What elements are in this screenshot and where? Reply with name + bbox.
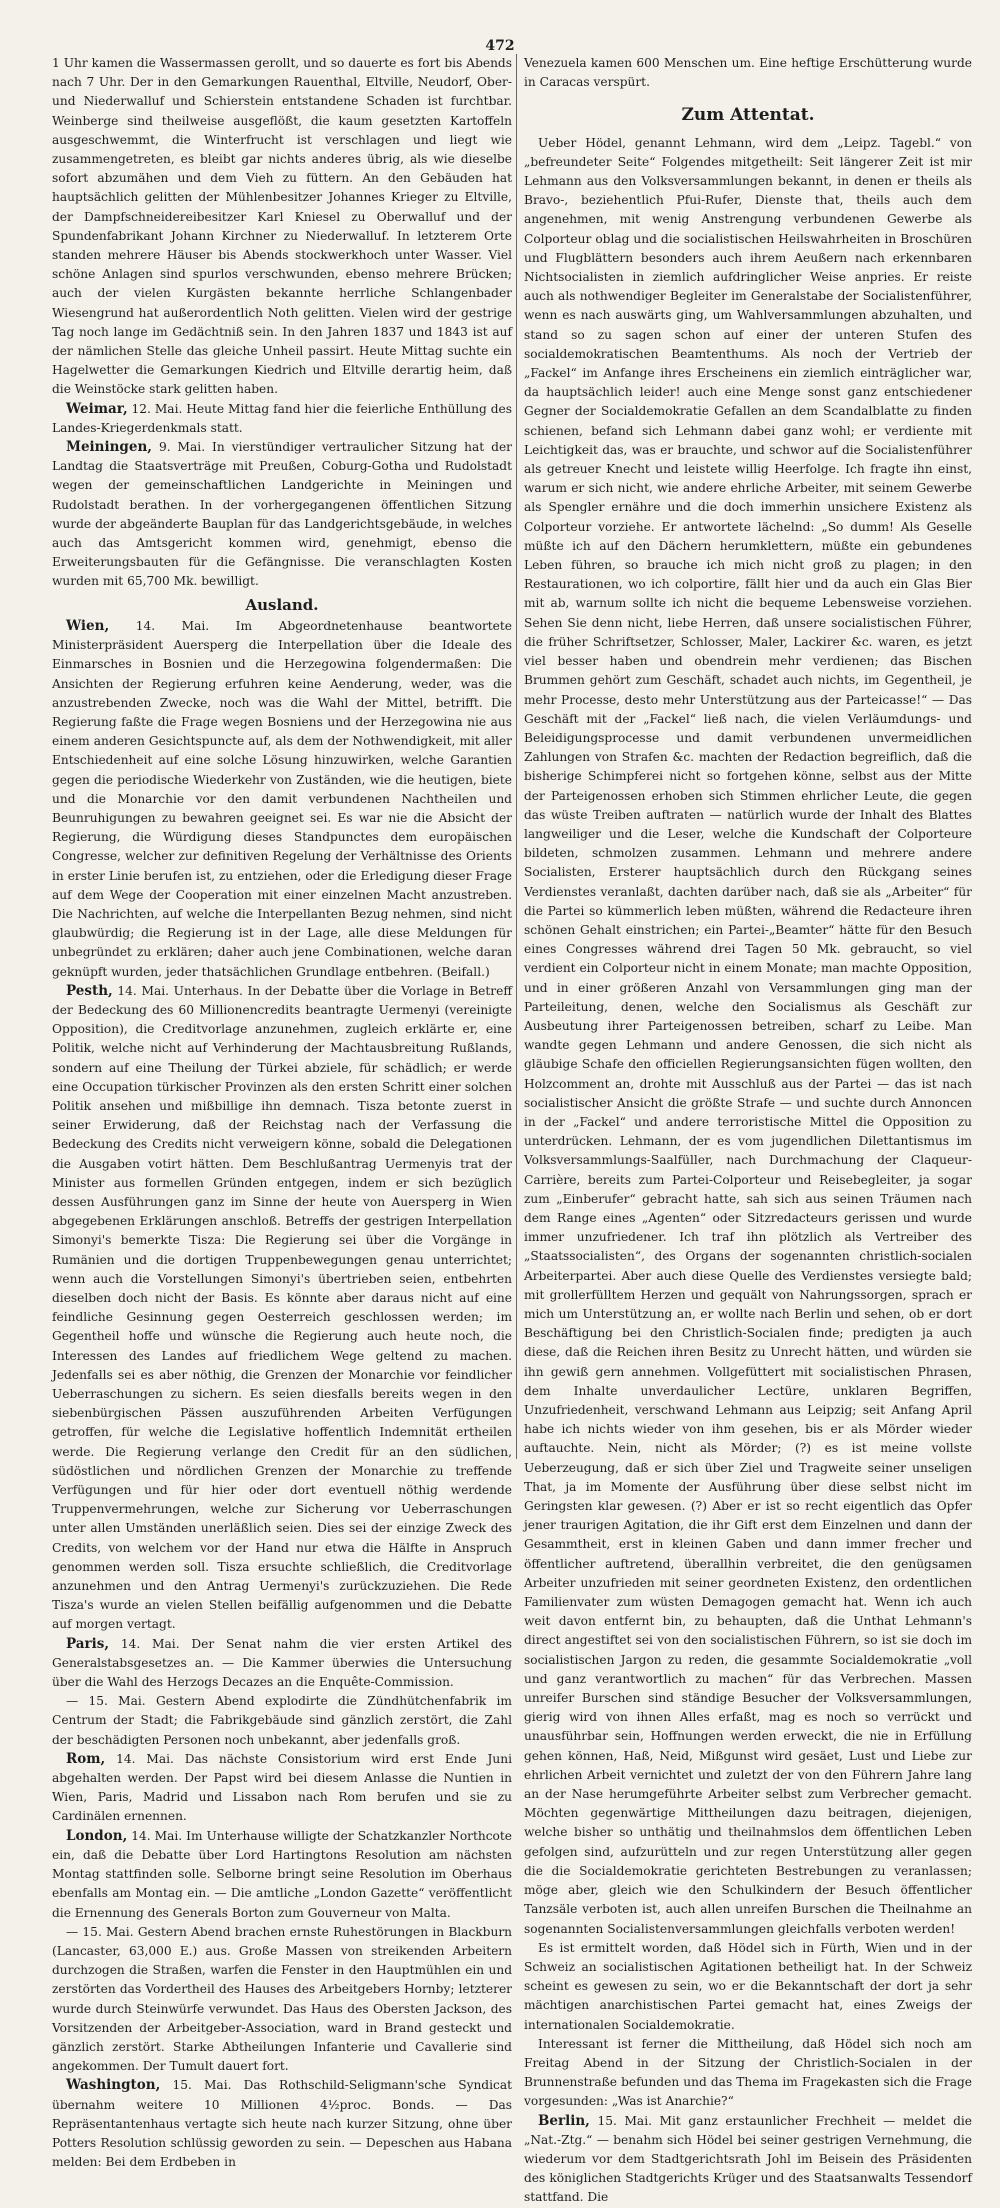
dateline-pesth: Pesth,: [66, 982, 113, 999]
article-paris-text: 14. Mai. Der Senat nahm die vier ersten Artikel des Generalstabsgesetzes an. — Die Kammer überwies die Untersuchung über die Wahl des Herzogs Decazes an die Enquête-Commission.: [52, 1636, 512, 1690]
right-column: [524, 54, 973, 2205]
article-hoedel-report: Ueber Hödel, genannt Lehmann, wird dem „Leipz. Tagebl.“ von „befreundeter Seite“ Folgendes mitgetheilt: Seit längerer Zeit ist mir Lehmann aus den Volksversammlungen bekannt, in denen er theils als Bravo-, beziehentlich Pfui-Rufer, Dienste that, theils auch dem angenehmen, mit wenig Anstrengung verbundenen Gewerbe als Colporteur oblag und die socialistischen Heilswahrheiten in Broschüren und Flugblättern besonders auch ihrem Aeußern nach erkennbaren Nichtsocialisten in ziemlich aufdringlicher Weise anpries. Er reiste auch als nothwendiger Begleiter im Generalstabe der Socialistenführer, wenn es nach auswärts ging, um Wahlversammlungen abzuhalten, und stand so zu sagen schon auf einer der unteren Stufen des socialdemokratischen Beamtenthums. Als noch der Vertrieb der „Fackel“ im Anfange ihres Erscheinens ein ziemlich einträglicher war, da hauptsächlich leider! auch eine Menge sonst ganz entschiedener Gegner der Socialdemokratie Gefallen an dem Scandalblatte zu finden schienen, befand sich Lehmann dabei ganz wohl; er verdiente mit Leichtigkeit das, was er brauchte, und schwor auf die Socialistenführer als getreuer Knecht und leistete willig Heerfolge. Ich fragte ihn einst, warum er sich nicht, wie andere ehrliche Arbeiter, mit seinem Gewerbe als Spengler ernähre und die doch immerhin unsichere Existenz als Colporteur vorziehe. Er antwortete lächelnd: „So dumm! Als Geselle müßte ich auf den Dächern herumklettern, müßte ein gebundenes Leben führen, so brauche ich mich nicht groß zu plagen; in den Restaurationen, wo ich colportire, fällt hier und da auch ein Glas Bier mit ab, warnum sollte ich nicht die bequeme Lebensweise vorziehen. Sehen Sie denn nicht, liebe Herren, daß unsere socialistischen Führer, die früher Schriftsetzer, Schlosser, Maler, Lackirer &c. waren, es jetzt viel besser haben und obendrein mehr verdienen; das Bischen Brummen gehört zum Geschäft, schadet auch nichts, im Gegentheil, je mehr Processe, desto mehr Unterstützung aus der Parteicasse!“ — Das Geschäft mit der „Fackel“ ließ nach, die vielen Verläumdungs- und Beleidigungsprocesse und damit verbundenen unvermeidlichen Zahlungen von Strafen &c. machten der Redaction begreiflich, daß die bisherige Schimpferei nicht so fortgehen könne, selbst aus der Mitte der Parteigenossen erhoben sich Stimmen ehrlicher Leute, die gegen das wüste Treiben auftraten — natürlich wurde der Inhalt des Blattes langweiliger und die Leser, welche die Kundschaft der Colporteure bildeten, schmolzen zusammen. Lehmann und mehrere andere Socialisten, Ersterer hauptsächlich durch den Rückgang seines Verdienstes veranlaßt, dachten darüber nach, daß sie als „Arbeiter“ für die Partei so kümmerlich leben müßten, während die Redacteure ihren schönen Gehalt einstrichen; ein Partei-„Beamter“ hätte für den Besuch eines Congresses während drei Tagen 50 Mk. gebraucht, so viel verdient ein Colporteur nicht in einem Monate; man machte Opposition, und in einer größeren Anzahl von Versammlungen ging man der Parteileitung, denen, welche den Socialismus als Geschäft zur Ausbeutung ihrer Parteigenossen betreiben, scharf zu Leibe. Man wandte gegen Lehmann und andere Genossen, die sich nicht als gläubige Schafe den officiellen Regierungsansichten fügen wollten, den Holzcomment an, drohte mit Ausschluß aus der Partei — das ist nach socialistischer Ansicht die größte Strafe — und suchte durch Annoncen in der „Fackel“ und andere terroristische Mittel die Opposition zu unterdrücken. Lehmann, der es vom jugendlichen Dilettantismus im Volksversammlungs-Saalfüller, nach Durchmachung der Claqueur-Carrière, bereits zum Partei-Colporteur und Reisebegleiter, ja sogar zum „Einberufer“ gebracht hatte, sah sich aus seinen Träumen nach dem Range eines „Agenten“ oder Sitzredacteurs gerissen und wurde immer unzufriedener. Ich traf ihn plötzlich als Vertreiber des „Staatssocialisten“, des Organs der sogenannten christlich-socialen Arbeiterpartei. Aber auch diese Quelle des Verdienstes versiegte bald; mit grollerfülltem Herzen und gequält von Nahrungssorgen, sprach er mich um Unterstützung an, er wollte nach Berlin und sehen, ob er dort Beschäftigung bei den Christlich-Socialen finde; predigten ja auch diese, daß die Reichen ihren Besitz zu Unrecht hätten, und würden sie ihn gewiß gern annehmen. Vollgefüttert mit socialistischen Phrasen, dem Inhalte unverdaulicher Lectüre, unklaren Begriffen, Unzufriedenheit, verschwand Lehmann aus Leipzig; seit Anfang April habe ich nichts wieder von ihm gesehen, bis er als Mörder wieder auftauchte. Nein, nicht als Mörder; (?) es ist meine vollste Ueberzeugung, daß er sich über Ziel und Tragweite seiner unseligen That, ja im Momente der Ausführung über diese selbst nicht im Geringsten klar gewesen. (?) Aber er ist so recht eigentlich das Opfer jener traurigen Agitation, die ihr Gift erst dem Einzelnen und dann der Gesammtheit, erst in kleinen Gaben und dann immer frecher und öffentlicher auftretend, überallhin verbreitet, die den genügsamen Arbeiter unzufrieden mit seiner geordneten Existenz, den ordentlichen Familienvater zum wüsten Demagogen gemacht hat. Wenn ich auch weit davon entfernt bin, zu behaupten, daß die Unthat Lehmann's direct angestiftet sei von den socialistischen Führern, so ist sie doch im socialistischen Jargon zu reden, die gesammte Socialdemokratie „voll und ganz verantwortlich zu machen“ für das Verbrechen. Massen unreifer Burschen sind ständige Besucher der Volksversammlungen, gierig wird von ihnen Alles erfaßt, mag es noch so verrückt und unausführbar sein, Hoffnungen werden erweckt, die nie in Erfüllung gehen können, Haß, Neid, Mißgunst wird gesäet, Lust und Liebe zur ehrlichen Arbeit vernichtet und zuletzt der von den Führern Jahre lang an der Nase herumgeführte Arbeiter selbst zum Verbrecher gemacht. Möchten gegenwärtige Mittheilungen dazu beitragen, diejenigen, welche bisher so unthätig und theilnahmslos dem öffentlichen Leben gefolgen sind, aufzurütteln und zur regen Unterstützung aller gegen die die Socialdemokratie gerichteten Bestrebungen zu veranlassen; möge aber, gleich wie den Schulkindern der Besuch öffentlicher Tanzsäle verboten ist, auch allen unreifen Burschen die Theilnahme an sogenannten Socialistenversammlungen gleichfalls verboten werden!: [524, 135, 972, 1936]
dateline-london: London,: [66, 1827, 128, 1844]
dateline-washington: Washington,: [66, 2077, 161, 2094]
article-wien: [52, 617, 512, 982]
column-divider: [516, 54, 517, 1459]
article-paris: [52, 1635, 512, 1693]
article-london-2: — 15. Mai. Gestern Abend brachen ernste Ruhestörungen in Blackburn (Lancaster, 63,000 E.) aus. Große Massen von streikenden Arbeitern durchzogen die Straßen, warfen die Fenster in den Hauptmühlen ein und zerstörten das Vordertheil des Hauses des Arbeitgebers Hornby; letzterer wurde durch Steinwürfe verwundet. Das Haus des Obersten Jackson, des Vorsitzenden der Arbeitgeber-Association, ward in Brand gesteckt und gänzlich zerstört. Starke Abtheilungen Infanterie und Cavallerie sind angekommen. Der Tumult dauert fort.: [52, 1924, 512, 2074]
section-title-attentat: Zum Attentat.: [681, 105, 815, 126]
article-meiningen: [52, 438, 512, 592]
article-venezuela-continued: Venezuela kamen 600 Menschen um. Eine heftige Erschütterung wurde in Caracas verspürt.: [524, 56, 972, 90]
article-rom: [52, 1750, 512, 1827]
dateline-rom: Rom,: [66, 1750, 106, 1767]
article-weimar-text: 12. Mai. Heute Mittag fand hier die feierliche Enthüllung des Landes-Kriegerdenkmals statt.: [52, 401, 512, 435]
left-column: [52, 54, 513, 2170]
article-paris-2: — 15. Mai. Gestern Abend explodirte die Zündhütchenfabrik im Centrum der Stadt; die Fabrikgebäude sind gänzlich zerstört, die Zahl der beschädigten Personen noch unbekannt, aber jedenfalls groß.: [52, 1694, 512, 1747]
dateline-weimar: Weimar,: [66, 400, 128, 417]
dateline-paris: Paris,: [66, 1635, 110, 1652]
article-berlin: [524, 2112, 972, 2208]
article-washington: [52, 2076, 512, 2172]
article-pesth: [52, 982, 512, 1635]
article-pesth-text: 14. Mai. Unterhaus. In der Debatte über die Vorlage in Betreff der Bedeckung des 60 Millionencredits beantragte Uermenyi (vereinigte Opposition), die Creditvorlage anzunehmen, zugleich erklärte er, eine Politik, welche nicht auf Verhinderung der Machtausbreitung Rußlands, sondern auf eine Theilung der Türkei abziele, für schädlich; er werde eine Occupation türkischer Provinzen als den ersten Schritt einer solchen Politik ansehen und mißbillige ihn demnach. Tisza betonte zuerst in seiner Erwiderung, daß der Reichstag nach der Verfassung die Bedeckung des Credits nicht verweigern könne, sobald die Delegationen die Ausgaben votirt hätten. Dem Beschlußantrag Uermenyis trat der Minister aus formellen Gründen entgegen, indem er sich bezüglich dessen Ausführungen ganz im Sinne der heute von Auersperg in Wien abgegebenen Erklärungen anschloß. Betreffs der gestrigen Interpellation Simonyi's bemerkte Tisza: Die Regierung sei über die Vorgänge in Rumänien und die dortigen Truppenbewegungen genau unterrichtet; wenn auch die Vorstellungen Simonyi's übertrieben seien, entbehrten dieselben doch nicht der Basis. Es könnte aber daraus nicht auf eine feindliche Gesinnung gegen Oesterreich geschlossen werden; im Gegentheil hoffe und wünsche die Regierung auch heute noch, die Interessen des Landes auf friedlichem Wege geltend zu machen. Jedenfalls sei es aber nöthig, die Grenzen der Monarchie vor feindlicher Ueberraschungen zu sichern. Es seien diesfalls bereits wegen in den siebenbürgischen Pässen auszuführenden Arbeiten Verfügungen getroffen, für welche die Legislative hoffentlich Indemnität ertheilen werde. Die Regierung verlange den Credit für an den südlichen, südöstlichen und nördlichen Grenzen der Monarchie zu treffende Verfügungen und für hier oder dort eventuell nöthig werdende Truppenvermehrungen, welche zur Sicherung vor Ueberraschungen unter allen Umständen unerläßlich seien. Dies sei der einzige Zweck des Credits, von welchem vor der Hand nur etwa die Hälfte in Anspruch genommen werden soll. Tisza ersuchte schließlich, die Creditvorlage anzunehmen und den Antrag Uermenyi's zurückzuziehen. Die Rede Tisza's wurde an vielen Stellen beifällig aufgenommen und die Debatte auf morgen vertagt.: [52, 983, 512, 1632]
section-title-ausland: Ausland.: [245, 595, 319, 614]
article-rom-text: 14. Mai. Das nächste Consistorium wird erst Ende Juni abgehalten werden. Der Papst wird bei diesem Anlasse die Nuntien in Wien, Paris, Madrid und Lissabon nach Rom berufen und sie zu Cardinälen ernennen.: [52, 1751, 513, 1824]
article-flood: 1 Uhr kamen die Wassermassen gerollt, und so dauerte es fort bis Abends nach 7 Uhr. Der in den Gemarkungen Rauenthal, Eltville, Neudorf, Ober- und Niederwalluf und Schierstein entstandene Schaden ist furchtbar. Weinberge sind theilweise ausgeflößt, die kaum gesetzten Kartoffeln ausgeschwemmt, die Winterfrucht ist verschlagen und liegt wie zusammengetreten, es bleibt gar nichts anderes übrig, als wie dieselbe sofort abzumähen und dem Vieh zu füttern. An den Gebäuden hat hauptsächlich gelitten der Mühlenbesitzer Johannes Krieger zu Eltville, der Dampfschneidereibesitzer Karl Kniesel zu Oberwalluf und der Spundenfabrikant Johann Kirchner zu Niederwalluf. In letzterem Orte standen mehrere Häuser bis Abends stockwerkhoch unter Wasser. Viel schöne Anlagen sind spurlos verschwunden, ebenso mehrere Brücken; auch der vielen Kurgästen bekannte herrliche Schlangenbader Wiesengrund hat außerordentlich Noth gelitten. Vielen wird der gestrige Tag noch lange im Gedächtniß sein. In den Jahren 1837 und 1843 ist auf der nämlichen Stelle das gleiche Unheil passirt. Heute Mittag suchte ein Hagelwetter die Gemarkungen Kiedrich und Eltville derartig heim, daß die Weinstöcke stark gelitten haben.: [52, 56, 512, 397]
article-london: [52, 1827, 512, 1923]
dateline-berlin: Berlin,: [538, 2112, 590, 2129]
article-london-text: 14. Mai. Im Unterhause willigte der Schatzkanzler Northcote ein, daß die Debatte über Lord Hartingtons Resolution am nächsten Montag stattfinden solle. Selborne bringt seine Resolution im Oberhaus ebenfalls am Montag ein. — Die amtliche „London Gazette“ veröffentlicht die Ernennung des Generals Borton zum Gouverneur von Malta.: [52, 1828, 512, 1920]
article-washington-text: 15. Mai. Das Rothschild-Seligmann'sche Syndicat übernahm weitere 10 Millionen 4½proc. Bonds. — Das Repräsentantenhaus vertagte sich heute nach kurzer Sitzung, ohne über Potters Resolution schlüssig geworden zu sein. — Depeschen aus Habana melden: Bei dem Erdbeben in: [52, 2078, 513, 2170]
page-number: 472: [485, 38, 515, 54]
article-meiningen-text: 9. Mai. In vierstündiger vertraulicher Sitzung hat der Landtag die Staatsverträge mit Preußen, Coburg-Gotha und Rudolstadt wegen der gemeinschaftlichen Landgerichte in Meiningen und Rudolstadt berathen. In der vorhergegangenen öffentlichen Sitzung wurde der abgeänderte Bauplan für das Landgerichtsgebäude, in welches auch das Amtsgericht kommen wird, genehmigt, ebenso die Erweiterungsbauten für die Gefängnisse. Die veranschlagten Kosten wurden mit 65,700 Mk. bewilligt.: [52, 440, 512, 589]
article-berlin-text: 15. Mai. Mit ganz erstaunlicher Frechheit — meldet die „Nat.-Ztg.“ — benahm sich Hödel bei seiner gestrigen Vernehmung, die wiederum vor dem Stadtgerichtsrath Johl im Beisein des Präsidenten des königlichen Stadtgerichts Krüger und des Staatsanwalts Tessendorf stattfand. Die: [524, 2113, 973, 2205]
article-wien-text: 14. Mai. Im Abgeordnetenhause beantwortete Ministerpräsident Auersperg die Interpellation über die Ideale des Einmarsches in Bosnien und die Herzegowina folgendermaßen: Die Ansichten der Regierung erfuhren keine Aenderung, weder, was die anzustrebenden Zwecke, noch was die Wahl der Mittel, betrifft. Die Regierung faßte die Frage wegen Bosniens und der Herzegowina nie aus einem anderen Gesichtspuncte auf, als dem der Nothwendigkeit, mit aller Entschiedenheit auf eine solche Lösung hinzuwirken, welche Garantien gegen die periodische Wiederkehr von Zuständen, wie die heutigen, biete und die Monarchie vor den damit verbundenen Nachtheilen und Beunruhigungen zu bewahren geeignet sei. Es war nie die Absicht der Regierung, die Würdigung dieses Standpunctes dem europäischen Congresse, welcher zur definitiven Regelung der Verhältnisse des Orients in erster Linie berufen ist, zu entziehen, oder die Erledigung dieser Frage auf dem Wege der Cooperation mit einer einzelnen Macht anzustreben. Die Nachrichten, auf welche die Interpellanten Bezug nehmen, sind nicht glaubwürdig; die Regierung ist in der Lage, alle diese Meldungen für unbegründet zu erklären; daher auch jene Combinationen, welche daran geknüpft wurden, jeder thatsächlichen Grundlage entbehren. (Beifall.): [52, 618, 513, 979]
article-weimar: [52, 400, 512, 438]
article-hoedel-agitation: Es ist ermittelt worden, daß Hödel sich in Fürth, Wien und in der Schweiz an socialistischen Agitationen betheiligt hat. In der Schweiz scheint es gewesen zu sein, wo er die Bekanntschaft der dort ja sehr mächtigen anarchistischen Partei gemacht hat, eines Zweigs der internationalen Socialdemokratie.: [524, 1940, 972, 2032]
dateline-meiningen: Meiningen,: [66, 439, 152, 456]
dateline-wien: Wien,: [66, 617, 110, 634]
article-hoedel-christlich-sociale: Interessant ist ferner die Mittheilung, daß Hödel sich noch am Freitag Abend in der Sitzung der Christlich-Socialen in der Brunnenstraße befunden und das Thema im Fragekasten sich die Frage vorgesunden: „Was ist Anarchie?“: [524, 2036, 972, 2109]
